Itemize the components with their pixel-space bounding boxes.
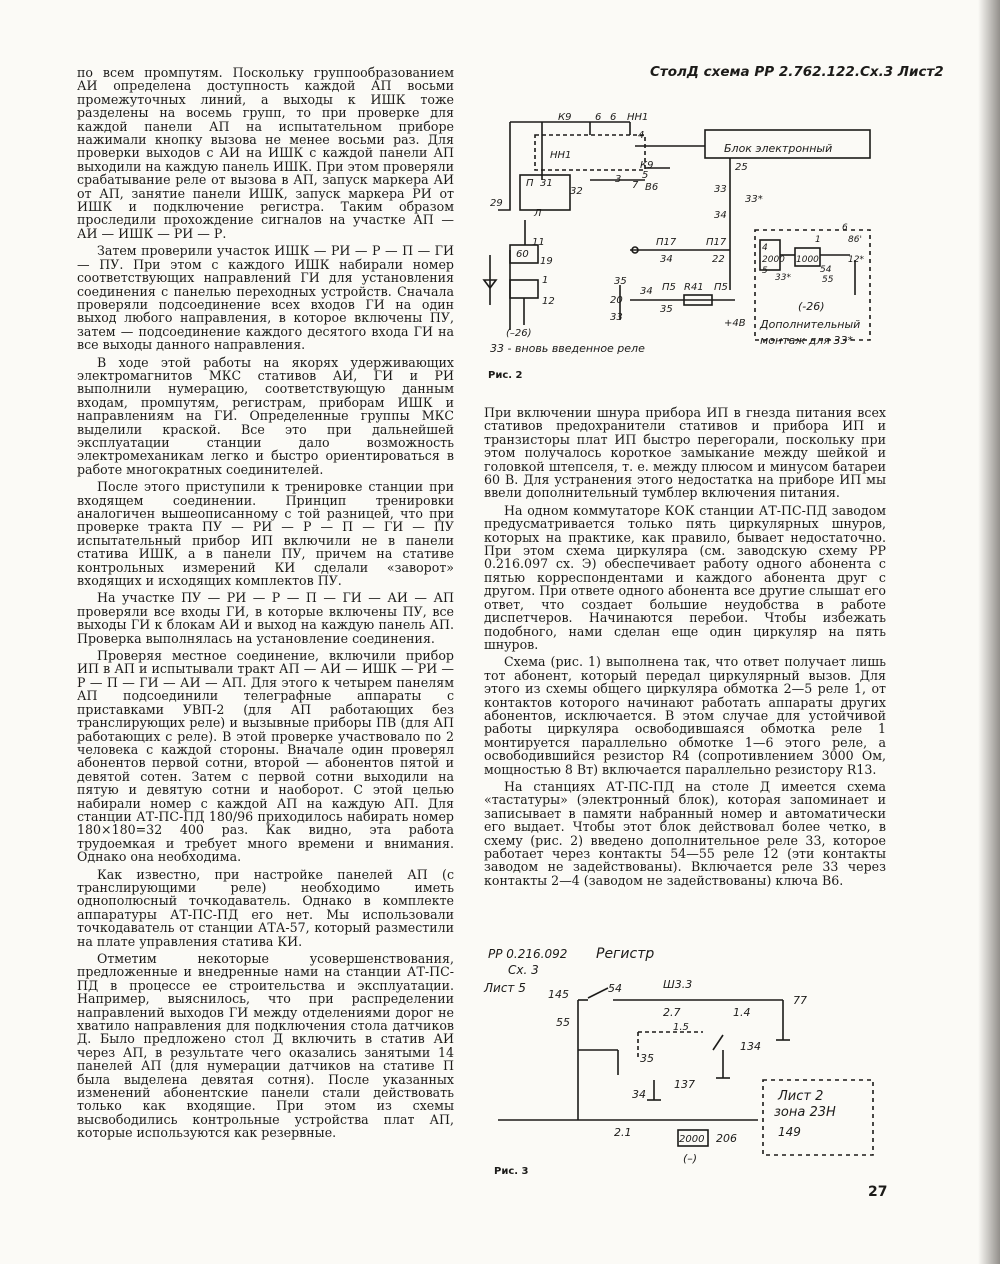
label-32: 32 [570, 186, 583, 197]
label-12s: 12* [848, 255, 864, 265]
figure2-header: СтолД схема РР 2.762.122.Сх.3 Лист2 [650, 64, 944, 80]
paragraph: Как известно, при настройке панелей АП (с транслирующими реле) необходимо иметь однополюсный точкодаватель. Однако в комплекте аппаратуры АТ-ПС-ПД его нет. Мы использовали точкодаватель от станции АТА-57, который разместили на плате управления статива КИ. [77, 866, 454, 949]
label-137: 137 [674, 1078, 695, 1091]
label-3: 3 [615, 174, 622, 185]
label-sh: Ш3.3 [663, 978, 693, 991]
paragraph: После этого приступили к тренировке станции при входящем соединении. Принцип тренировки аналогичен вышеописанному с той разницей, что при проверке тракта ПУ — РИ — Р — П — ГИ — ПУ испытательный прибор ИП включили не в панели статива ИШК, а в панели ПУ, причем на стативе контрольных измерений КИ сделали «заворот» входящих и исходящих комплектов ПУ. [77, 479, 454, 589]
label-33: 33 [714, 184, 727, 195]
label-6: 6 [595, 112, 602, 123]
label-nh1-mid: НН1 [550, 150, 572, 161]
label-55: 55 [822, 275, 834, 285]
paragraph: по всем промпутям. Поскольку группообразованием АИ определена доступность каждой АП восьми промежуточных линий, а выходы к ИШК тоже разделены на восемь групп, то при проверке для каждой панели АП на испытательном приборе нажимали кнопку вызова не менее восьми раз. Для проверки выходов с АИ на ИШК с каждой панели АП выходили на каждую панель ИШК. При этом проверяли срабатывание реле от вызова в АП, запуск маркера АИ от АП, занятие панели ИШК, запуск маркера РИ от ИШК и подключение регистра. Таким образом проследили прохождение сигналов на участке АП — АИ — ИШК — РИ — Р. [77, 65, 454, 241]
label-19: 19 [540, 256, 553, 267]
label-11: 11 [532, 237, 545, 248]
label-20: 20 [610, 295, 623, 306]
label-p17b: П17 [706, 237, 727, 248]
paragraph: На одном коммутаторе КОК станции АТ-ПС-ПД заводом предусматривается только пять циркулярных шнуров, которых на практике, как правило, бывает недостаточно. При этом схема циркуляра (см. заводскую схему РР 0.216.097 сх. Э) обеспечивает работу одного абонента с пятью корреспондентами и каждого абонента друг с другом. При ответе одного абонента все другие слышат его ответ, что создает большие неудобства в работе диспетчеров. Начинаются перебои. Чтобы избежать подобного, нами сделан еще один циркуляр на пять шнуров. [484, 502, 886, 652]
label-l: Л [534, 208, 542, 219]
label-minus26b: (-26) [798, 300, 825, 313]
figure3-schematic [478, 940, 888, 1165]
label-6b: 6 [610, 112, 617, 123]
label-34: 34 [714, 210, 727, 221]
label-5r: 5 [762, 266, 768, 276]
label-box2: зона 23Н [774, 1105, 836, 1120]
label-new-relay: 33 - вновь введенное реле [490, 342, 645, 355]
label-p: П [526, 178, 534, 189]
left-text-column [77, 66, 454, 1144]
label-minus26a: (–26) [506, 328, 532, 339]
paragraph: При включении шнура прибора ИП в гнезда питания всех стативов предохранители стативов и прибора ИП и транзисторы плат ИП быстро перегорали, поскольку при этом получалось короткое замыкание между шейкой и головкой штепселя, т. е. между плюсом и минусом батареи 60 В. Для устранения этого недостатка на приборе ИП мы ввели дополнительный тумблер включения питания. [484, 405, 886, 501]
label-4: 4 [638, 130, 645, 141]
label-ref2: Сх. 3 [508, 963, 539, 977]
label-minus: (–) [683, 1152, 698, 1165]
label-2000: 2000 [679, 1134, 705, 1145]
figure3-caption: Рис. 3 [494, 1166, 529, 1177]
label-2000: 2000 [762, 255, 785, 265]
label-r41: R41 [684, 282, 704, 293]
label-29: 29 [490, 198, 503, 209]
label-plus4v: +4В [724, 318, 746, 329]
label-33b: 33 [610, 312, 623, 323]
label-27: 2.7 [663, 1006, 681, 1019]
label-21: 2.1 [614, 1126, 632, 1139]
label-register: Регистр [596, 946, 655, 962]
label-134: 134 [740, 1040, 761, 1053]
label-33r: 33* [775, 273, 791, 283]
label-4r: 4 [762, 243, 768, 253]
figure2-schematic [470, 90, 890, 370]
label-206: 206 [716, 1132, 737, 1145]
label-34b: 34 [660, 254, 673, 265]
label-box3: 149 [778, 1125, 801, 1139]
figure2-caption: Рис. 2 [488, 370, 523, 381]
label-nh1: НН1 [627, 112, 649, 123]
label-31: 31 [540, 178, 553, 189]
label-12: 12 [542, 296, 555, 307]
label-ref3: Лист 5 [484, 981, 526, 995]
label-b6: В6 [645, 182, 659, 193]
paragraph: На станциях АТ-ПС-ПД на столе Д имеется схема «тастатуры» (электронный блок), которая запоминает и записывает в памяти набранный номер и автоматически его выдает. Чтобы этот блок действовал более четко, в схему (рис. 2) введено дополнительное реле 33, которое работает через контакты 54—55 реле 12 (эти контакты заводом не задействованы). Включается реле 33 через контакты 2—4 (заводом не задействованы) ключа В6. [484, 778, 886, 888]
label-33s: 33* [745, 194, 763, 205]
label-22: 22 [712, 254, 725, 265]
label-block: Блок электронный [724, 142, 833, 155]
label-15: 1.5 [673, 1022, 689, 1033]
label-1: 1 [542, 275, 549, 286]
label-p5b: П5 [714, 282, 728, 293]
label-k9r: К9 [640, 160, 654, 171]
label-ref1: РР 0.216.092 [488, 947, 568, 961]
label-55: 55 [556, 1016, 570, 1029]
paragraph: На участке ПУ — РИ — Р — П — ГИ — АИ — АП проверяли все входы ГИ, в которые включены ПУ, все выходы ГИ к блокам АИ и выход на каждую панель АП. Проверка выполнялась на установление соединения. [77, 590, 454, 646]
page-number: 27 [868, 1184, 888, 1200]
paragraph: В ходе этой работы на якорях удерживающих электромагнитов МКС стативов АИ, ГИ и РИ выполнили нумерацию, соответствующую данным входам, промпутям, регистрам, приборам ИШК и направлениям на ГИ. Определенные группы МКС выделили краской. Все это при дальнейшей эксплуатации станции дало возможность электромеханикам легко и быстро ориентироваться в работе многократных соединителей. [77, 354, 454, 477]
label-77: 77 [793, 994, 807, 1007]
label-14: 1.4 [733, 1006, 751, 1019]
label-60: 60 [516, 249, 529, 260]
label-box1: Лист 2 [778, 1089, 824, 1104]
label-34c: 34 [640, 286, 653, 297]
label-7: 7 [632, 180, 639, 191]
label-35a: 35 [614, 276, 627, 287]
paragraph: Проверяя местное соединение, включили прибор ИП в АП и испытывали тракт АП — АИ — ИШК — РИ — Р — П — ГИ — АИ — АП. Для этого к четырем панелям АП подсоединили телеграфные аппараты с приставками УВП-2 (для АП работающих без транслирующих реле) и вызывные приборы ПВ (для АП работающих с реле). В этой проверке участвовало по 2 человека с каждой стороны. Вначале один проверял абонентов первой сотни, второй — абонентов пятой и девятой сотен. Затем с первой сотни выходили на пятую и девятую сотни и наоборот. С этой целью набирали номер с каждой АП на каждую АП. Для станции АТ-ПС-ПД 180/96 приходилось набирать номер 180×180=32 400 раз. Как видно, эта работа трудоемкая и требует много времени и внимания. Однако она необходима. [77, 648, 454, 865]
label-6r: 6 [842, 223, 848, 233]
label-145: 145 [548, 988, 569, 1001]
page-edge-shadow [978, 0, 1000, 1264]
label-k9: К9 [558, 112, 572, 123]
paragraph: Затем проверили участок ИШК — РИ — Р — П — ГИ — ПУ. При этом с каждого ИШК набирали номер соответствующих направлений ГИ для установления соединения с панелью переходных устройств. Сначала проверяли подсоединение всех входов ГИ на один выход любого направления, в которое включены ПУ, затем — подсоединение каждого десятого входа ГИ на все выходы данного направления. [77, 243, 454, 353]
label-35: 35 [640, 1052, 654, 1065]
label-p5a: П5 [662, 282, 676, 293]
paragraph: Отметим некоторые усовершенствования, предложенные и внедренные нами на станции АТ-ПС-ПД в процессе ее строительства и эксплуатации. Например, выяснилось, что при распределении направлений выходов ГИ между отделениями дорог не хватило направления для подключения стола датчиков Д. Было предложено стол Д включить в статив АИ через АП, в результате чего оказались занятыми 14 панелей АП (для нумерации датчиков на стативе П была выделена девятая сотня). После указанных изменений абонентские панели стали действовать только как входящие. При этом из схемы высвободились контрольные устройства плат АП, которые используются как резервные. [77, 951, 454, 1141]
label-54: 54 [820, 265, 832, 275]
right-text-column [484, 406, 886, 891]
label-34: 34 [632, 1088, 646, 1101]
label-86: 86' [848, 235, 862, 245]
label-extra2: монтаж для 33* [760, 334, 854, 347]
label-5: 5 [642, 170, 649, 181]
label-extra1: Дополнительный [760, 318, 861, 331]
paragraph: Схема (рис. 1) выполнена так, что ответ получает лишь тот абонент, который передал циркулярный вызов. Для этого из схемы общего циркуляра обмотка 2—5 реле 1, от контактов которого начинают работать аппараты других абонентов, исключается. В этом случае для устойчивой работы циркуляра освободившаяся обмотка реле 1 монтируется параллельно обмотке 1—6 этого реле, а освободившийся резистор R4 (сопротивлением 3000 Ом, мощностью 8 Вт) включается параллельно резистору R13. [484, 654, 886, 777]
label-p17a: П17 [656, 237, 677, 248]
label-35b: 35 [660, 304, 673, 315]
label-25: 25 [735, 162, 748, 173]
label-1r: 1 [815, 235, 821, 245]
label-1000: 1000 [796, 255, 819, 265]
label-54: 54 [608, 982, 622, 995]
